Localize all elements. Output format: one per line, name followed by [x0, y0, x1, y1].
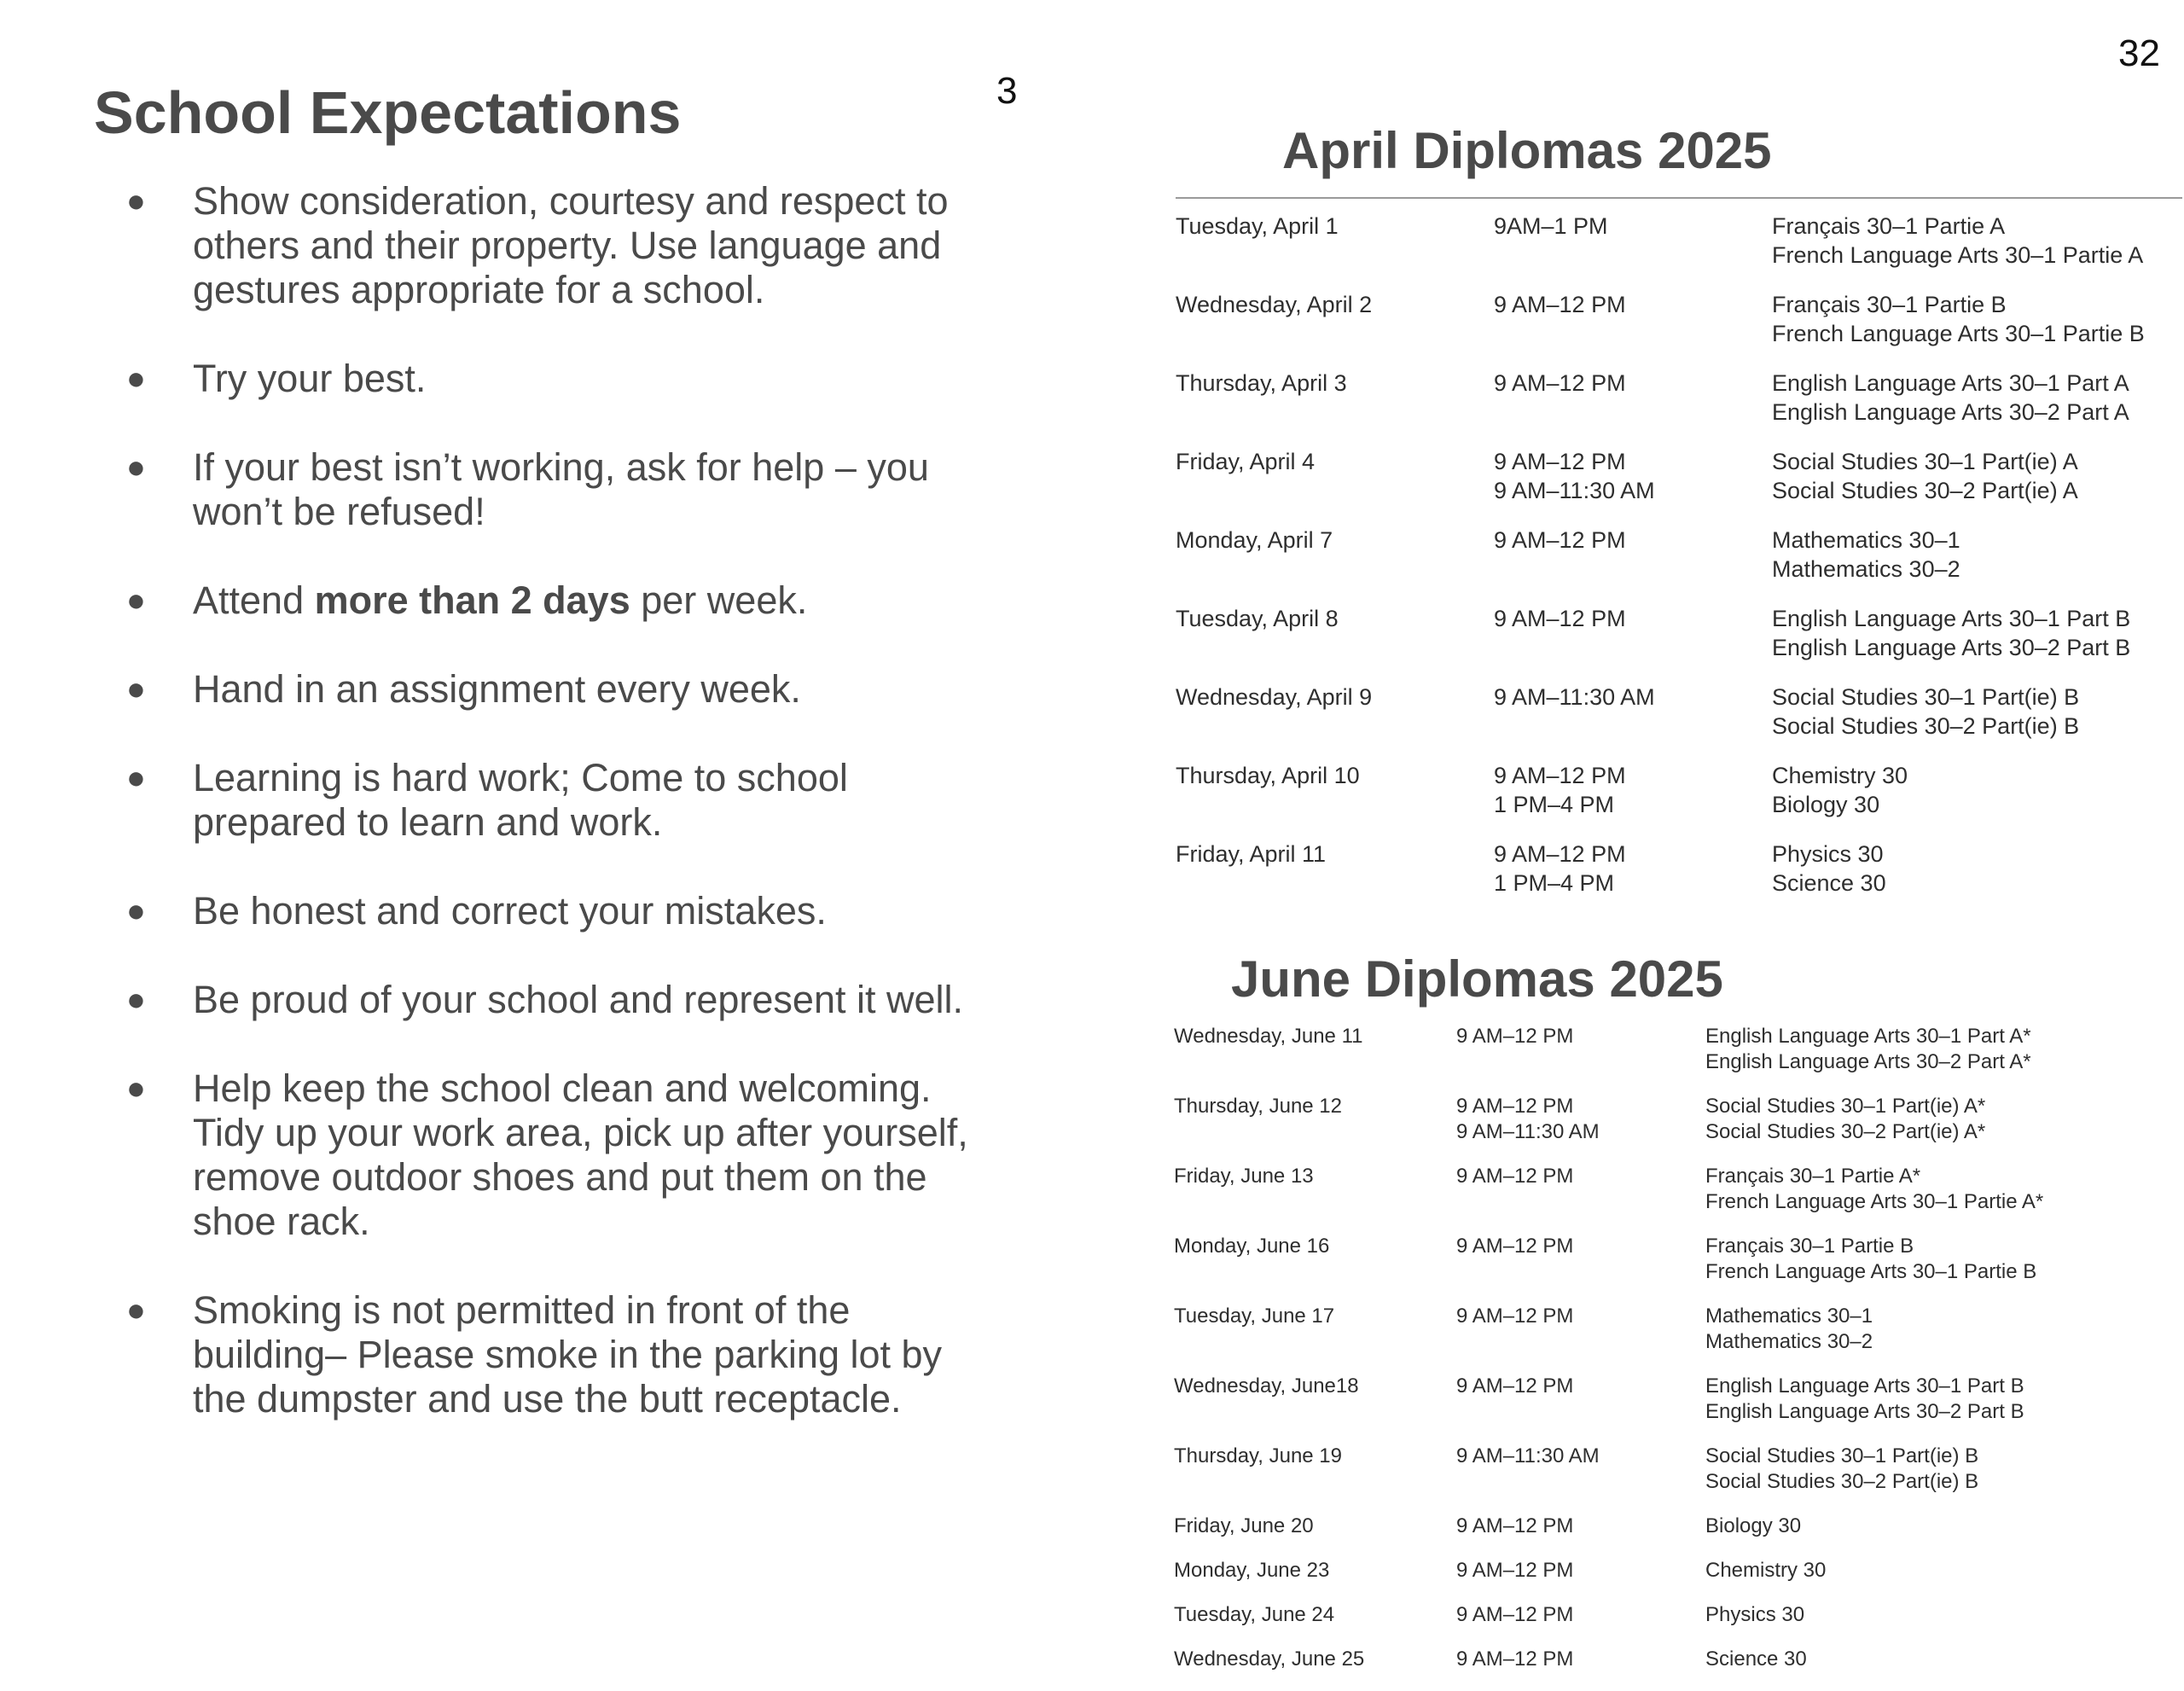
right-page	[1058, 0, 2184, 1688]
exam-time: 9 AM–12 PM	[1456, 1514, 1574, 1537]
page-number: 32	[2118, 32, 2160, 74]
exam-time: 9 AM–12 PM	[1494, 841, 1626, 867]
table-row	[1174, 1647, 2043, 1691]
exam-time-cell	[1456, 1094, 1705, 1164]
exam-time: 9 AM–11:30 AM	[1456, 1120, 1600, 1143]
table-row	[1174, 1444, 2043, 1514]
exam-time-cell	[1456, 1234, 1705, 1304]
exam-subject-cell	[1705, 1444, 2043, 1514]
exam-subject: English Language Arts 30–1 Part A	[1772, 370, 2129, 396]
exam-date: Thursday, June 19	[1174, 1444, 1343, 1467]
exam-time-cell	[1494, 526, 1772, 604]
exam-time: 9 AM–12 PM	[1456, 1647, 1574, 1671]
expectation-text: Learning is hard work; Come to school prepared to learn and work.	[193, 756, 848, 844]
bullet-icon: ●	[126, 450, 146, 485]
expectation-text: Smoking is not permitted in front of the building– Please smoke in the parking lot by the dumpster and use the butt receptacle.	[193, 1288, 943, 1421]
exam-subject: Biology 30	[1772, 792, 1880, 817]
exam-time: 9 AM–12 PM	[1456, 1095, 1574, 1118]
exam-subject-cell	[1705, 1558, 2043, 1602]
exam-subject-cell	[1772, 212, 2145, 290]
table-row	[1174, 1164, 2043, 1234]
exam-subject: English Language Arts 30–2 Part A	[1772, 399, 2129, 425]
bullet-icon: ●	[126, 982, 146, 1018]
expectation-emphasis: more than 2 days	[314, 578, 630, 622]
page-title: School Expectations	[94, 79, 682, 146]
exam-time: 9AM–1 PM	[1494, 213, 1608, 239]
exam-date: Wednesday, April 9	[1176, 684, 1373, 710]
exam-time-cell	[1456, 1164, 1705, 1234]
exam-subject: Social Studies 30–1 Part(ie) B	[1705, 1444, 1979, 1467]
table-row	[1176, 761, 2145, 840]
exam-subject-cell	[1772, 604, 2145, 683]
table-row	[1174, 1234, 2043, 1304]
table-row	[1176, 290, 2145, 369]
exam-date: Wednesday, June 11	[1174, 1025, 1363, 1048]
exam-time-cell	[1456, 1374, 1705, 1444]
title-divider	[1176, 197, 2182, 199]
exam-date: Monday, June 23	[1174, 1559, 1330, 1582]
exam-date: Tuesday, April 8	[1176, 606, 1339, 631]
table-row	[1174, 1374, 2043, 1444]
exam-date: Thursday, April 10	[1176, 763, 1360, 788]
exam-date: Friday, June 20	[1174, 1514, 1314, 1537]
exam-subject: Mathematics 30–1	[1772, 527, 1960, 553]
exam-date: Thursday, June 12	[1174, 1095, 1343, 1118]
exam-subject: Social Studies 30–1 Part(ie) A*	[1705, 1095, 1986, 1118]
exam-subject-cell	[1705, 1647, 2043, 1691]
exam-subject: Biology 30	[1705, 1514, 1802, 1537]
exam-time: 9 AM–12 PM	[1456, 1165, 1574, 1188]
expectation-item	[0, 357, 978, 401]
exam-subject-cell	[1772, 683, 2145, 761]
exam-subject: English Language Arts 30–2 Part A*	[1705, 1050, 2031, 1073]
exam-date: Wednesday, June18	[1174, 1374, 1359, 1398]
exam-time-cell	[1456, 1602, 1705, 1647]
exam-subject: Français 30–1 Partie A	[1772, 213, 2006, 239]
exam-subject: Chemistry 30	[1772, 763, 1908, 788]
exam-date: Wednesday, June 25	[1174, 1647, 1365, 1671]
exam-time-cell	[1456, 1558, 1705, 1602]
table-row	[1176, 840, 2145, 918]
exam-subject: English Language Arts 30–1 Part B	[1705, 1374, 2024, 1398]
april-schedule-table	[1176, 212, 2145, 918]
exam-subject: English Language Arts 30–2 Part B	[1772, 635, 2131, 660]
exam-time-cell	[1494, 840, 1772, 918]
expectation-text: Be honest and correct your mistakes.	[193, 889, 827, 933]
table-row	[1174, 1558, 2043, 1602]
exam-date: Tuesday, June 24	[1174, 1603, 1335, 1626]
expectation-item	[0, 756, 978, 845]
exam-subject-cell	[1705, 1304, 2043, 1374]
exam-subject-cell	[1705, 1374, 2043, 1444]
exam-subject: Social Studies 30–2 Part(ie) B	[1705, 1470, 1979, 1493]
bullet-icon: ●	[126, 893, 146, 929]
expectation-item	[0, 667, 978, 712]
exam-subject: Science 30	[1772, 870, 1886, 896]
exam-date: Tuesday, June 17	[1174, 1305, 1335, 1328]
left-page	[0, 0, 1058, 1688]
exam-date: Friday, April 11	[1176, 841, 1327, 867]
bullet-icon: ●	[126, 183, 146, 219]
table-row	[1174, 1514, 2043, 1558]
expectation-text: Try your best.	[193, 357, 427, 400]
expectation-text: per week.	[630, 578, 808, 622]
exam-subject: French Language Arts 30–1 Partie B	[1772, 321, 2145, 346]
expectation-text: If your best isn’t working, ask for help – you won’t be refused!	[193, 445, 929, 533]
june-schedule-table	[1174, 1024, 2043, 1691]
exam-subject: Science 30	[1705, 1647, 1807, 1671]
table-row	[1176, 447, 2145, 526]
exam-time-cell	[1494, 447, 1772, 526]
exam-subject-cell	[1772, 447, 2145, 526]
exam-subject-cell	[1772, 840, 2145, 918]
exam-subject: French Language Arts 30–1 Partie B	[1705, 1260, 2037, 1283]
exam-date: Wednesday, April 2	[1176, 292, 1373, 317]
exam-subject: English Language Arts 30–1 Part B	[1772, 606, 2131, 631]
june-section-title: June Diplomas 2025	[1231, 950, 1723, 1008]
expectations-list	[0, 179, 1024, 1466]
exam-subject: Mathematics 30–2	[1705, 1330, 1873, 1353]
exam-subject: Mathematics 30–1	[1705, 1305, 1873, 1328]
exam-subject-cell	[1772, 761, 2145, 840]
exam-subject-cell	[1772, 526, 2145, 604]
exam-time: 9 AM–12 PM	[1456, 1559, 1574, 1582]
exam-time: 9 AM–11:30 AM	[1494, 478, 1655, 503]
expectation-text: Help keep the school clean and welcoming. Tidy up your work area, pick up after yourself, remove outdoor shoes and put them on the shoe rack.	[193, 1066, 968, 1243]
table-row	[1176, 212, 2145, 290]
exam-time-cell	[1456, 1514, 1705, 1558]
expectation-text: Show consideration, courtesy and respect to others and their property. Use language and gestures appropriate for a school.	[193, 179, 949, 311]
expectation-item	[0, 578, 978, 623]
exam-subject-cell	[1772, 290, 2145, 369]
exam-subject: Social Studies 30–1 Part(ie) A	[1772, 449, 2078, 474]
exam-date: Friday, April 4	[1176, 449, 1316, 474]
exam-time: 9 AM–12 PM	[1494, 527, 1626, 553]
bullet-icon: ●	[126, 671, 146, 707]
exam-subject: French Language Arts 30–1 Partie A*	[1705, 1190, 2044, 1213]
exam-date: Friday, June 13	[1174, 1165, 1314, 1188]
table-row	[1176, 683, 2145, 761]
exam-subject: Mathematics 30–2	[1772, 556, 1960, 582]
exam-time: 9 AM–12 PM	[1494, 606, 1626, 631]
bullet-icon: ●	[126, 760, 146, 796]
table-row	[1174, 1094, 2043, 1164]
exam-date: Tuesday, April 1	[1176, 213, 1339, 239]
table-row	[1174, 1024, 2043, 1094]
exam-subject-cell	[1772, 369, 2145, 447]
bullet-icon: ●	[126, 361, 146, 397]
exam-subject: English Language Arts 30–2 Part B	[1705, 1400, 2024, 1423]
exam-date: Monday, June 16	[1174, 1235, 1330, 1258]
exam-subject: English Language Arts 30–1 Part A*	[1705, 1025, 2031, 1048]
expectation-text: Hand in an assignment every week.	[193, 667, 801, 711]
table-row	[1176, 369, 2145, 447]
exam-time-cell	[1494, 369, 1772, 447]
bullet-icon: ●	[126, 583, 146, 619]
exam-date: Monday, April 7	[1176, 527, 1333, 553]
exam-subject: Français 30–1 Partie B	[1772, 292, 2007, 317]
exam-subject: Français 30–1 Partie A*	[1705, 1165, 1921, 1188]
exam-time: 9 AM–12 PM	[1456, 1374, 1574, 1398]
expectation-item	[0, 445, 978, 534]
exam-subject: Physics 30	[1705, 1603, 1805, 1626]
expectation-text: Be proud of your school and represent it well.	[193, 978, 964, 1021]
exam-subject-cell	[1705, 1024, 2043, 1094]
exam-time: 9 AM–11:30 AM	[1456, 1444, 1600, 1467]
april-section-title: April Diplomas 2025	[1282, 122, 1772, 179]
bullet-icon: ●	[126, 1293, 146, 1328]
exam-time-cell	[1494, 604, 1772, 683]
table-row	[1174, 1602, 2043, 1647]
expectation-item	[0, 1288, 978, 1421]
exam-subject: Social Studies 30–1 Part(ie) B	[1772, 684, 2080, 710]
exam-time: 9 AM–12 PM	[1494, 449, 1626, 474]
exam-subject-cell	[1705, 1602, 2043, 1647]
exam-time-cell	[1494, 212, 1772, 290]
exam-subject: Français 30–1 Partie B	[1705, 1235, 1914, 1258]
exam-time-cell	[1456, 1304, 1705, 1374]
expectation-item	[0, 978, 978, 1022]
exam-time: 9 AM–12 PM	[1456, 1603, 1574, 1626]
exam-time-cell	[1494, 290, 1772, 369]
exam-subject: French Language Arts 30–1 Partie A	[1772, 242, 2144, 268]
table-row	[1176, 526, 2145, 604]
exam-subject: Social Studies 30–2 Part(ie) A*	[1705, 1120, 1986, 1143]
exam-time: 9 AM–11:30 AM	[1494, 684, 1655, 710]
exam-time: 9 AM–12 PM	[1456, 1235, 1574, 1258]
exam-time: 1 PM–4 PM	[1494, 870, 1615, 896]
exam-subject-cell	[1705, 1234, 2043, 1304]
exam-subject-cell	[1705, 1094, 2043, 1164]
exam-time: 9 AM–12 PM	[1494, 292, 1626, 317]
expectation-item	[0, 179, 978, 312]
exam-time-cell	[1456, 1024, 1705, 1094]
expectation-item	[0, 889, 978, 933]
exam-subject: Social Studies 30–2 Part(ie) A	[1772, 478, 2078, 503]
bullet-icon: ●	[126, 1071, 146, 1107]
exam-time: 9 AM–12 PM	[1494, 370, 1626, 396]
exam-time: 9 AM–12 PM	[1494, 763, 1626, 788]
table-row	[1176, 604, 2145, 683]
exam-time-cell	[1494, 683, 1772, 761]
exam-subject-cell	[1705, 1514, 2043, 1558]
exam-time-cell	[1456, 1647, 1705, 1691]
page-number: 3	[996, 70, 1018, 112]
exam-date: Thursday, April 3	[1176, 370, 1347, 396]
exam-time: 9 AM–12 PM	[1456, 1025, 1574, 1048]
exam-time-cell	[1494, 761, 1772, 840]
table-row	[1174, 1304, 2043, 1374]
exam-time: 9 AM–12 PM	[1456, 1305, 1574, 1328]
exam-subject: Social Studies 30–2 Part(ie) B	[1772, 713, 2080, 739]
exam-subject-cell	[1705, 1164, 2043, 1234]
exam-subject: Chemistry 30	[1705, 1559, 1827, 1582]
expectation-text: Attend	[193, 578, 315, 622]
exam-time-cell	[1456, 1444, 1705, 1514]
expectation-item	[0, 1066, 978, 1244]
exam-time: 1 PM–4 PM	[1494, 792, 1615, 817]
exam-subject: Physics 30	[1772, 841, 1884, 867]
